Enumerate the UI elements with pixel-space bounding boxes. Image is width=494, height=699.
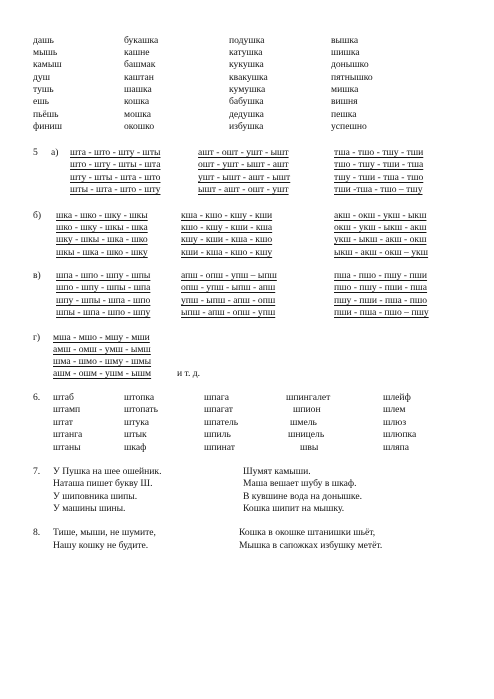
word: мошка xyxy=(124,109,152,120)
word: каштан xyxy=(124,72,154,83)
syllable-row: тши -тша - тшо – тшу xyxy=(334,184,423,195)
word: шашка xyxy=(124,84,152,95)
word: дедушка xyxy=(229,109,264,120)
syllable-row: амш - омш - умш - ымш xyxy=(53,344,151,355)
syllable-row: ышт - ашт - ошт - ушт xyxy=(198,184,289,195)
syllable-row: ошт - ушт - ышт - ашт xyxy=(198,159,289,170)
word: кошка xyxy=(124,96,150,107)
word: штаб xyxy=(53,392,74,403)
sentence: У машины шины. xyxy=(53,503,126,514)
etc-note: и т. д. xyxy=(177,368,201,379)
syllable-row: тша - тшо - тшу - тши xyxy=(334,147,424,158)
word: бабушка xyxy=(229,96,264,107)
exercise-number: 5 xyxy=(33,147,38,158)
syllable-row: кши - кша - кшо - кшу xyxy=(181,247,273,258)
syllable-row: шпу - шпы - шпа - шпо xyxy=(56,295,151,306)
word: штука xyxy=(124,417,150,428)
sentence: Наташа пишет букву Ш. xyxy=(53,478,153,489)
word: избушка xyxy=(229,121,264,132)
word: шпатель xyxy=(204,417,239,428)
poem-line: Тише, мыши, не шумите, xyxy=(53,527,156,538)
word: шпагат xyxy=(204,404,233,415)
syllable-row: тшо - тшу - тши - тша xyxy=(334,159,424,170)
word: шишка xyxy=(331,47,360,58)
word: вышка xyxy=(331,35,359,46)
syllable-row: мша - мшо - мшу - мши xyxy=(53,332,150,343)
word: штык xyxy=(124,429,147,440)
word: штанга xyxy=(53,429,83,440)
word: камыш xyxy=(33,59,62,70)
word: кукушка xyxy=(229,59,264,70)
exercise-number: 6. xyxy=(33,392,41,403)
word: кашне xyxy=(124,47,150,58)
word: шпингалет xyxy=(286,392,331,403)
subsection-label: а) xyxy=(51,147,59,158)
word: шпага xyxy=(204,392,229,403)
word: шпинат xyxy=(204,442,235,453)
word: пятнышко xyxy=(331,72,373,83)
word: дашь xyxy=(33,35,54,46)
exercise-number: 7. xyxy=(33,466,41,477)
syllable-row: ашт - ошт - ушт - ышт xyxy=(198,147,289,158)
syllable-row: опш - упш - ыпш - апш xyxy=(181,282,276,293)
word: шпиль xyxy=(204,429,231,440)
syllable-row: ушт - ышт - ашт - ышт xyxy=(198,172,291,183)
word: штопать xyxy=(124,404,158,415)
word: ешь xyxy=(33,96,50,107)
syllable-row: шко - шку - шкы - шка xyxy=(56,222,148,233)
word: штопка xyxy=(124,392,155,403)
syllable-row: окш - укш - ыкш - акш xyxy=(334,222,427,233)
syllable-row: акш - окш - укш - ыкш xyxy=(334,210,427,221)
syllable-row: апш - опш - упш – ыпш xyxy=(181,270,277,281)
word: швы xyxy=(300,442,319,453)
word: букашка xyxy=(124,35,159,46)
word: шницель xyxy=(288,429,325,440)
syllable-row: шпа - шпо - шпу - шпы xyxy=(56,270,151,281)
syllable-row: шпы - шпа - шпо - шпу xyxy=(56,307,151,318)
subsection-label: г) xyxy=(33,332,41,343)
word: башмак xyxy=(124,59,156,70)
syllable-row: кша - кшо - кшу - кши xyxy=(181,210,273,221)
syllable-row: шпо - шпу - шпы - шпа xyxy=(56,282,151,293)
word: штамп xyxy=(53,404,81,415)
word: подушка xyxy=(229,35,265,46)
subsection-label: в) xyxy=(33,270,41,281)
word: донышко xyxy=(331,59,369,70)
sentence: В кувшине вода на донышке. xyxy=(243,491,362,502)
exercise-number: 8. xyxy=(33,527,41,538)
syllable-row: шту - шты - шта - што xyxy=(70,172,161,183)
word: успешно xyxy=(331,121,367,132)
word: штаны xyxy=(53,442,81,453)
word: катушка xyxy=(229,47,263,58)
word: тушь xyxy=(33,84,54,95)
word: шлем xyxy=(383,404,406,415)
syllable-row: што - шту - шты - шта xyxy=(70,159,161,170)
syllable-row: ыкш - акш - окш – укш xyxy=(334,247,429,258)
sentence: Шумят камыши. xyxy=(243,466,311,477)
syllable-row: пшо - пшу - пши - пша xyxy=(334,282,428,293)
word: штат xyxy=(53,417,73,428)
word: финиш xyxy=(33,121,63,132)
poem-line: Кошка в окошке штанишки шьёт, xyxy=(239,527,376,538)
word: вишня xyxy=(331,96,358,107)
syllable-row: пша - пшо - пшу - пши xyxy=(334,270,428,281)
poem-line: Мышка в сапожках избушку метёт. xyxy=(239,540,383,551)
syllable-row: пшу - пши - пша - пшо xyxy=(334,295,428,306)
word: пешка xyxy=(331,109,357,120)
word: шлейф xyxy=(383,392,411,403)
word: душ xyxy=(33,72,51,83)
syllable-row: пши - пша - пшо – пшу xyxy=(334,307,429,318)
syllable-row: шкы - шка - шко - шку xyxy=(56,247,148,258)
syllable-row: укш - ыкш - акш - окш xyxy=(334,234,427,245)
word: пьёшь xyxy=(33,109,59,120)
sentence: Кошка шипит на мышку. xyxy=(243,503,345,514)
word: мишка xyxy=(331,84,359,95)
word: шлюз xyxy=(383,417,407,428)
syllable-row: шты - шта - што - шту xyxy=(70,184,161,195)
sentence: Маша вешает шубу в шкаф. xyxy=(243,478,357,489)
syllable-row: упш - ыпш - апш - опш xyxy=(181,295,276,306)
word: окошко xyxy=(124,121,155,132)
subsection-label: б) xyxy=(33,210,42,221)
word: шпион xyxy=(293,404,321,415)
syllable-row: ыпш - апш - опш - упш xyxy=(181,307,276,318)
word: кумушка xyxy=(229,84,266,95)
syllable-row: шта - што - шту - шты xyxy=(70,147,161,158)
syllable-row: кшо - кшу - кши - кша xyxy=(181,222,273,233)
syllable-row: шку - шкы - шка - шко xyxy=(56,234,148,245)
word: мышь xyxy=(33,47,58,58)
syllable-row: шма - шмо - шму - шмы xyxy=(53,356,152,367)
syllable-row: ашм - ошм - ушм - ышм xyxy=(53,368,152,379)
sentence: У Пушка на шее ошейник. xyxy=(53,466,162,477)
word: шлюпка xyxy=(383,429,417,440)
word: шкаф xyxy=(124,442,147,453)
word: шляпа xyxy=(383,442,409,453)
word: шмель xyxy=(290,417,317,428)
word: квакушка xyxy=(229,72,268,83)
poem-line: Нашу кошку не будите. xyxy=(53,540,149,551)
sentence: У шиповника шипы. xyxy=(53,491,138,502)
syllable-row: тшу - тши - тша - тшо xyxy=(334,172,424,183)
syllable-row: кшу - кши - кша - кшо xyxy=(181,234,273,245)
syllable-row: шка - шко - шку - шкы xyxy=(56,210,148,221)
